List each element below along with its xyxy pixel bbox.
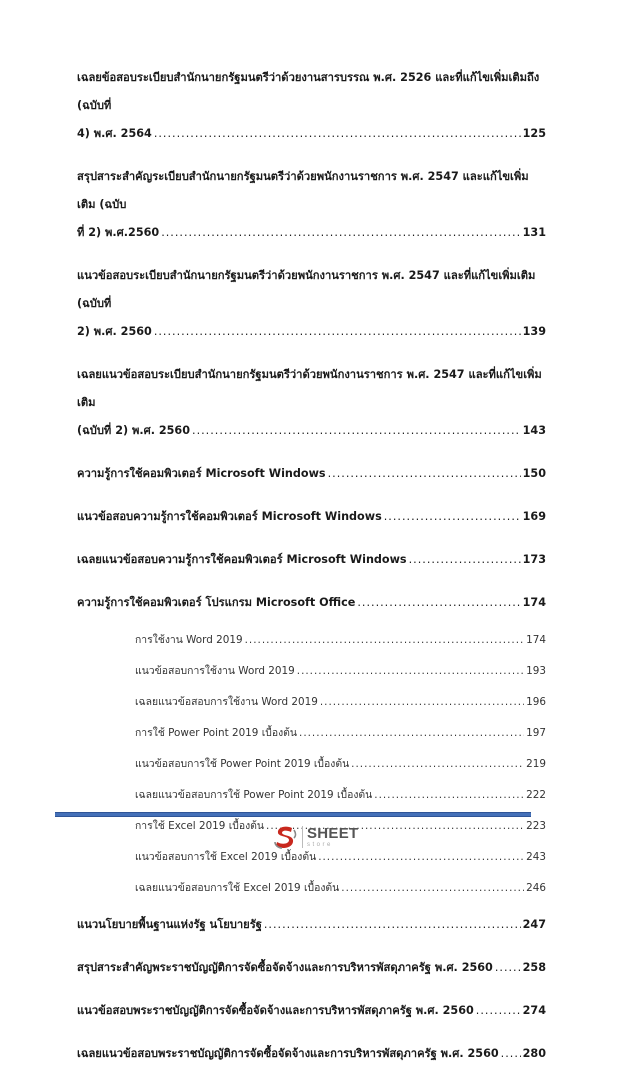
toc-entry[interactable]: [77, 954, 546, 982]
leader-dots: [318, 849, 524, 865]
toc-page-number: 169: [522, 510, 546, 523]
leader-dots: [476, 997, 521, 1025]
toc-entry-title-line1: สรุปสาระสำคัญระเบียบสำนักนายกรัฐมนตรีว่าด้วยพนักงานราชการ พ.ศ. 2547 และแก้ไขเพิ่มเติม (ฉบับ: [77, 170, 529, 211]
toc-page-number: 174: [522, 596, 546, 609]
toc-subentry-title: เฉลยแนวข้อสอบการใช้ Excel 2019 เบื้องต้น: [135, 882, 340, 894]
toc-page-number: 196: [526, 696, 546, 708]
toc-entry-title-line2: (ฉบับที่ 2) พ.ศ. 2560: [77, 424, 191, 437]
toc-page-number: 280: [522, 1047, 546, 1060]
toc-page-number: 193: [526, 665, 546, 677]
leader-dots: [192, 417, 521, 445]
leader-dots: [320, 694, 524, 710]
toc-entry[interactable]: [77, 911, 546, 939]
toc-page-number: 173: [522, 553, 546, 566]
logo-subtitle: store: [307, 842, 333, 848]
toc-subentry-title: เฉลยแนวข้อสอบการใช้ Power Point 2019 เบื้องต้น: [135, 789, 373, 801]
leader-dots: [328, 460, 521, 488]
toc-entry[interactable]: [77, 460, 546, 488]
toc-subentry-title: การใช้งาน Word 2019: [135, 634, 243, 646]
toc-page-number: 258: [522, 961, 546, 974]
toc-entry-title: แนวนโยบายพื้นฐานแห่งรัฐ นโยบายรัฐ: [77, 918, 262, 931]
toc-subentry[interactable]: [135, 756, 546, 772]
leader-dots: [245, 632, 525, 648]
toc-entry[interactable]: [77, 1040, 546, 1068]
toc-entry-title-line2: 2) พ.ศ. 2560: [77, 325, 152, 338]
leader-dots: [501, 1040, 521, 1068]
toc-entry[interactable]: [77, 163, 546, 247]
toc-entry-title-line1: เฉลยแนวข้อสอบระเบียบสำนักนายกรัฐมนตรีว่าด้วยพนักงานราชการ พ.ศ. 2547 และที่แก้ไขเพิ่มเติม: [77, 368, 542, 409]
toc-subentry[interactable]: [135, 787, 546, 803]
toc-entry-title: สรุปสาระสำคัญพระราชบัญญัติการจัดซื้อจัดจ้างและการบริหารพัสดุภาครัฐ พ.ศ. 2560: [77, 961, 493, 974]
toc-entry-title-line2: 4) พ.ศ. 2564: [77, 127, 152, 140]
toc-subentry[interactable]: [135, 880, 546, 896]
toc-entry-title: ความรู้การใช้คอมพิวเตอร์ Microsoft Windows: [77, 467, 326, 480]
leader-dots: [384, 503, 521, 531]
toc-entry-title: เฉลยแนวข้อสอบความรู้การใช้คอมพิวเตอร์ Microsoft Windows: [77, 553, 407, 566]
toc-entry[interactable]: [77, 997, 546, 1025]
toc-page-number: 223: [526, 820, 546, 832]
toc-page-number: 222: [526, 789, 546, 801]
leader-dots: [374, 787, 524, 803]
leader-dots: [264, 911, 521, 939]
toc-entry[interactable]: [77, 546, 546, 574]
leader-dots: [297, 663, 524, 679]
table-of-contents: [77, 64, 546, 1083]
leader-dots: [409, 546, 521, 574]
leader-dots: [161, 219, 520, 247]
toc-entry[interactable]: [77, 589, 546, 617]
toc-page-number: 246: [526, 882, 546, 894]
leader-dots: [154, 120, 521, 148]
toc-entry-title-line1: แนวข้อสอบระเบียบสำนักนายกรัฐมนตรีว่าด้วยพนักงานราชการ พ.ศ. 2547 และที่แก้ไขเพิ่มเติม (ฉบับที่: [77, 269, 536, 310]
sheet-store-logo: [272, 824, 359, 850]
toc-entry-title-line1: เฉลยข้อสอบระเบียบสำนักนายกรัฐมนตรีว่าด้วยงานสารบรรณ พ.ศ. 2526 และที่แก้ไขเพิ่มเติมถึง (ฉบับที่: [77, 71, 540, 112]
toc-entry-title-line2: ที่ 2) พ.ศ.2560: [77, 226, 160, 239]
sheet-store-s-logo-icon: [272, 824, 298, 850]
toc-page-number: 219: [526, 758, 546, 770]
toc-page-number: 150: [522, 467, 546, 480]
toc-subentry-title: เฉลยแนวข้อสอบการใช้งาน Word 2019: [135, 696, 318, 708]
toc-page-number: 247: [522, 918, 546, 931]
toc-entry-title: แนวข้อสอบความรู้การใช้คอมพิวเตอร์ Microsoft Windows: [77, 510, 382, 523]
toc-page-number: 143: [522, 424, 546, 437]
toc-entry[interactable]: [77, 262, 546, 346]
logo-separator: [302, 826, 303, 848]
leader-dots: [495, 954, 521, 982]
toc-subentry-title: แนวข้อสอบการใช้งาน Word 2019: [135, 665, 295, 677]
toc-subentry[interactable]: [135, 632, 546, 648]
toc-entry[interactable]: [77, 361, 546, 445]
toc-page-number: 139: [522, 325, 546, 338]
toc-subentry[interactable]: [135, 725, 546, 741]
toc-entry-title: ความรู้การใช้คอมพิวเตอร์ โปรแกรม Microsoft Office: [77, 596, 356, 609]
logo-wordmark: SHEET: [307, 825, 359, 842]
leader-dots: [357, 589, 520, 617]
toc-subentry[interactable]: [135, 849, 546, 865]
toc-subentry[interactable]: [135, 663, 546, 679]
toc-page-number: 243: [526, 851, 546, 863]
toc-page-number: 274: [522, 1004, 546, 1017]
toc-page-number: 174: [526, 634, 546, 646]
leader-dots: [341, 880, 524, 896]
footer-divider: [55, 812, 531, 817]
toc-subentry-title: แนวข้อสอบการใช้ Excel 2019 เบื้องต้น: [135, 851, 317, 863]
toc-entry-title: เฉลยแนวข้อสอบพระราชบัญญัติการจัดซื้อจัดจ้างและการบริหารพัสดุภาครัฐ พ.ศ. 2560: [77, 1047, 499, 1060]
toc-entry[interactable]: [77, 64, 546, 148]
toc-page-number: 131: [522, 226, 546, 239]
leader-dots: [299, 725, 524, 741]
toc-subentry-title: การใช้ Power Point 2019 เบื้องต้น: [135, 727, 298, 739]
toc-entry-title: แนวข้อสอบพระราชบัญญัติการจัดซื้อจัดจ้างและการบริหารพัสดุภาครัฐ พ.ศ. 2560: [77, 1004, 474, 1017]
toc-entry[interactable]: [77, 503, 546, 531]
leader-dots: [351, 756, 524, 772]
toc-page-number: 125: [522, 127, 546, 140]
logo-text: [307, 826, 359, 848]
leader-dots: [154, 318, 521, 346]
toc-subentry-title: แนวข้อสอบการใช้ Power Point 2019 เบื้องต้น: [135, 758, 350, 770]
toc-page-number: 197: [526, 727, 546, 739]
toc-subentry-title: การใช้ Excel 2019 เบื้องต้น: [135, 820, 265, 832]
toc-subentry[interactable]: [135, 694, 546, 710]
